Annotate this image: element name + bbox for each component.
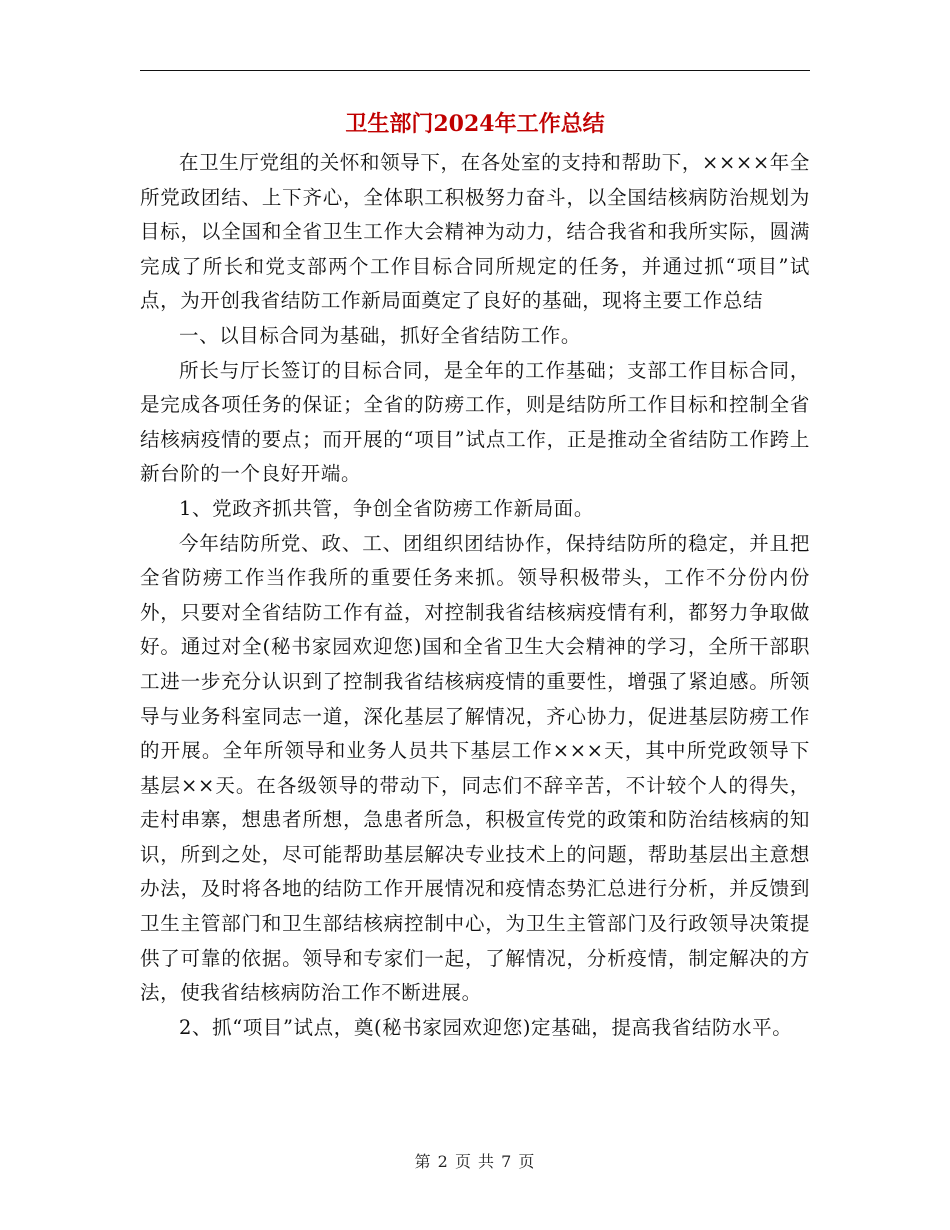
section-heading-1: 一、以目标合同为基础，抓好全省结防工作。 <box>179 323 582 347</box>
paragraph-subsection-1: 今年结防所党、政、工、团组织团结协作，保持结防所的稳定，并且把全省防痨工作当作我所的重要任务来抓。领导积极带头，工作不分份内份外，只要对全省结防工作有益，对控制我省结核病疫情有利，都努力争取做好。通过对全(秘书家园欢迎您)国和全省卫生大会精神的学习，全所干部职工进一步充分认识到了控制我省结核病疫情的重要性，增强了紧迫感。所领导与业务科室同志一道，深化基层了解情况，齐心协力，促进基层防痨工作的开展。全年所领导和业务人员共下基层工作×××天，其中所党政领导下基层××天。在各级领导的带动下，同志们不辞辛苦，不计较个人的得失，走村串寨，想患者所想，急患者所急，积极宣传党的政策和防治结核病的知识，所到之处，尽可能帮助基层解决专业技术上的问题，帮助基层出主意想办法，及时将各地的结防工作开展情况和疫情态势汇总进行分析，并反馈到卫生主管部门和卫生部结核病控制中心，为卫生主管部门及行政领导决策提供了可靠的依据。领导和专家们一起，了解情况，分析疫情，制定解决的方法，使我省结核病防治工作不断进展。 <box>140 531 810 1005</box>
page-number: 第 2 页 共 7 页 <box>414 1152 536 1171</box>
paragraph-intro: 在卫生厅党组的关怀和领导下，在各处室的支持和帮助下，××××年全所党政团结、上下齐心，全体职工积极努力奋斗，以全国结核病防治规划为目标，以全国和全省卫生工作大会精神为动力，结合我省和我所实际，圆满完成了所长和党支部两个工作目标合同所规定的任务，并通过抓“项目”试点，为开创我省结防工作新局面奠定了良好的基础，现将主要工作总结 <box>140 151 810 313</box>
paragraph-section-1: 所长与厅长签订的目标合同，是全年的工作基础；支部工作目标合同，是完成各项任务的保证；全省的防痨工作，则是结防所工作目标和控制全省结核病疫情的要点；而开展的“项目”试点工作，正是推动全省结防工作跨上新台阶的一个良好开端。 <box>140 358 810 486</box>
header-rule <box>140 70 810 71</box>
document-title: 卫生部门2024年工作总结 <box>345 111 605 137</box>
subheading-2: 2、抓“项目”试点，奠(秘书家园欢迎您)定基础，提高我省结防水平。 <box>179 1015 793 1039</box>
subheading-1: 1、党政齐抓共管，争创全省防痨工作新局面。 <box>179 496 595 520</box>
document-body <box>140 146 810 1045</box>
